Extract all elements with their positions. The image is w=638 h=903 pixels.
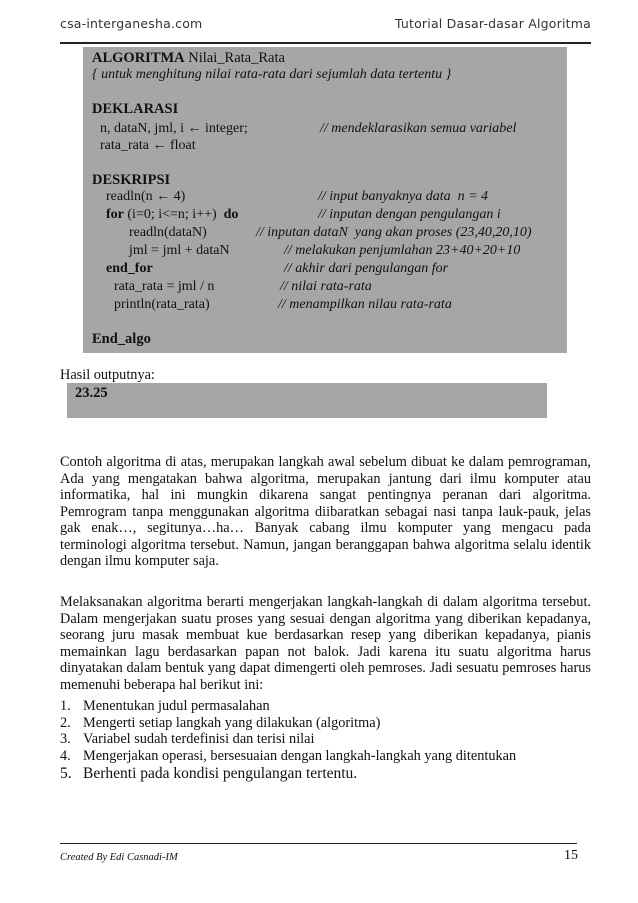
header-rule (60, 42, 591, 44)
code-comment-2: // inputan dengan pengulangan i (318, 207, 501, 222)
code-line-2 (106, 207, 238, 223)
do-keyword: do (223, 207, 239, 222)
deklarasi-heading: DEKLARASI (92, 101, 179, 117)
header-title: Tutorial Dasar-dasar Algoritma (394, 16, 591, 31)
paragraph-1: Contoh algoritma di atas, merupakan langkah awal sebelum dibuat ke dalam pemrograman, Ada yang mengatakan bahwa algoritma, merupakan jantung dari ilmu komputer atau informatika, hal ini mungkin dikarena sangat pentingnya peranan dari algoritma. Pemrogram tanpa menggunakan algoritma diibaratkan sebagai nasi tanpa lauk-pauk, jelas gak enak…, segitunya…ha… Banyak cabang ilmu komputer yang mengacu pada terminologi algoritma tersebut. Namun, jangan beranggapan bahwa algoritma selalu identik dengan ilmu komputer saja. (60, 454, 591, 569)
end-algo: End_algo (92, 331, 151, 347)
decl-comment-1: // mendeklarasikan semua variabel (320, 121, 517, 136)
code-comment-4: // melakukan penjumlahan 23+40+20+10 (284, 243, 521, 258)
list-item: 2. Mengerti setiap langkah yang dilakukan (algoritma) (60, 714, 381, 731)
list-item: 5. Berhenti pada kondisi pengulangan tertentu. (60, 765, 358, 782)
paragraph-2: Melaksanakan algoritma berarti mengerjakan langkah-langkah di dalam algoritma tersebut. Dalam mengerjakan suatu proses yang sesuai dengan algoritma yang diberikan kepadanya, seorang juru masak membuat kue berdasarkan resep yang diberikan kepadanya, pianis memainkan lagu berdasarkan papan not balok. Jadi karena itu suatu algoritma harus dinyatakan dalam bentuk yang dapat dimengerti oleh pemroses. Jadi sesuatu pemroses harus memenuhi beberapa hal berikut ini: (60, 594, 591, 693)
for-condition: (i=0; i<=n; i++) (123, 207, 224, 222)
list-item: 1. Menentukan judul permasalahan (60, 698, 270, 714)
output-box (67, 383, 547, 418)
output-value: 23.25 (75, 385, 108, 401)
code-comment-1: // input banyaknya data n = 4 (318, 189, 489, 204)
code-comment-5: // akhir dari pengulangan for (284, 261, 449, 276)
code-line-3: readln(dataN) (129, 225, 207, 240)
list-item: 4. Mengerjakan operasi, bersesuaian dengan langkah-langkah yang ditentukan (60, 747, 517, 764)
decl-line-2: rata_rata ← float (100, 138, 196, 153)
output-label: Hasil outputnya: (60, 367, 155, 383)
list-item: 3. Variabel sudah terdefinisi dan terisi nilai (60, 731, 315, 747)
code-line-6: rata_rata = jml / n (114, 279, 215, 294)
for-keyword: for (106, 207, 124, 222)
page-number: 15 (564, 848, 578, 863)
decl-line-1: n, dataN, jml, i ← integer; (100, 121, 248, 136)
code-line-4: jml = jml + dataN (129, 243, 230, 258)
header-site: csa-interganesha.com (60, 16, 203, 31)
code-line-5: end_for (106, 261, 153, 276)
algorithm-name: Nilai_Rata_Rata (188, 50, 285, 66)
algorithm-description: { untuk menghitung nilai rata-rata dari sejumlah data tertentu } (92, 67, 452, 82)
code-comment-6: // nilai rata-rata (280, 279, 372, 294)
footer-rule (60, 843, 577, 844)
code-comment-3: // inputan dataN yang akan proses (23,40,20,10) (256, 225, 532, 240)
footer-author: Created By Edi Casnadi-IM (60, 852, 178, 863)
code-line-7: println(rata_rata) (114, 297, 210, 312)
deskripsi-heading: DESKRIPSI (92, 172, 171, 188)
algorithm-keyword: ALGORITMA (92, 50, 185, 66)
code-comment-7: // menampilkan nilau rata-rata (278, 297, 452, 312)
requirements-list (60, 698, 516, 783)
code-line-1: readln(n ← 4) (106, 189, 186, 204)
